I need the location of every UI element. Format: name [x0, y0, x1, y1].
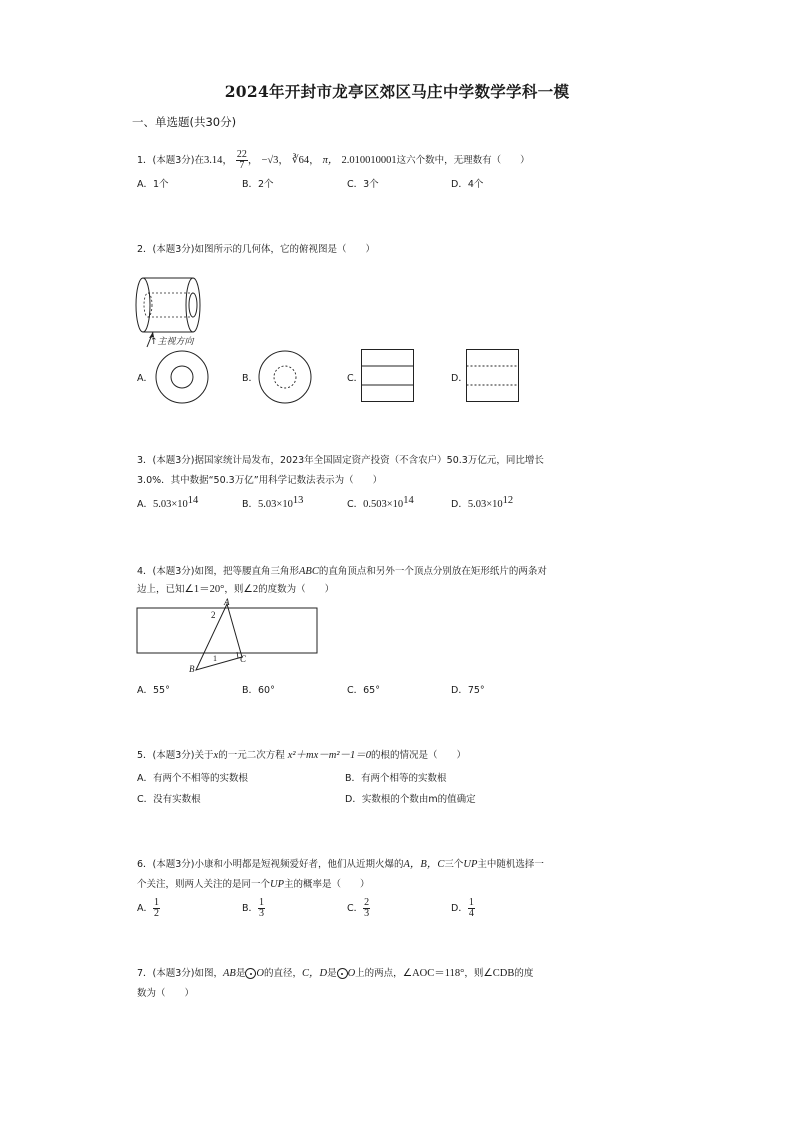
q3-option-a-exponent: 14	[187, 495, 199, 506]
q2-option-b[interactable]: B．	[242, 373, 259, 384]
question-1-stem: 1．(本题3分)在3.14， $\frac{22}{7}$ ， −√3， ∛64， π， 2.010010001这六个数中，无理数有（ ）	[137, 149, 530, 171]
q7-line1-part-d: ，则	[464, 968, 484, 979]
q5-variable-x: x	[213, 750, 219, 761]
q6-option-b-denominator: 3	[259, 908, 265, 919]
q1-option-a[interactable]: A．1个	[137, 179, 169, 190]
q6-line2-part-a: 个关注，则两人关注的是同一个	[137, 879, 271, 890]
section-heading: 一、单选题(共30分)	[132, 115, 237, 129]
q1-fraction-denominator: 7	[239, 160, 245, 171]
q6-up-term-1: UP	[463, 859, 478, 870]
q6-option-a[interactable]	[137, 898, 160, 919]
q7-word-is-2: 是	[327, 968, 337, 979]
q4-triangle-abc: ABC	[299, 566, 319, 577]
q1-decimal: 2.010010001	[341, 155, 397, 166]
q3-option-d-exponent: 12	[502, 495, 514, 506]
q4-angle-2: ∠2	[243, 584, 259, 595]
q1-option-c[interactable]: C．3个	[347, 179, 379, 190]
q7-word-is-1: 是	[235, 968, 246, 979]
q5-equation: x²＋mx－m²－1＝0	[287, 750, 372, 761]
q1-cube-root-64: ∛64，	[291, 155, 320, 166]
question-6-line-1	[137, 857, 544, 873]
q7-circle-o-2: O	[347, 968, 356, 979]
q3-option-b-base: 5.03×10	[258, 499, 293, 511]
q7-line1-part-e: 的度	[514, 968, 534, 979]
q6-option-c[interactable]	[347, 898, 370, 919]
q7-angle-condition: ∠AOC＝118°	[402, 968, 465, 979]
q7-line1-part-b: 的直径，	[263, 968, 302, 979]
q1-pi: π，	[322, 155, 339, 166]
q2-option-d[interactable]: D．	[451, 373, 468, 384]
question-4-line-2	[137, 582, 334, 598]
q4-line2-part-c: 的度数为（ ）	[258, 584, 335, 595]
q6-option-a-denominator: 2	[154, 908, 159, 919]
q4-triangle-figure	[136, 600, 321, 675]
q7-points-cd: C，D	[301, 968, 328, 979]
q2-option-b-figure	[257, 349, 313, 405]
q7-line1-part-c: 上的两点，	[355, 968, 403, 979]
q6-option-d-numerator: 1	[468, 897, 474, 908]
q5-option-b[interactable]: B．有两个相等的实数根	[345, 773, 447, 784]
question-2-stem: 2．(本题3分)如图所示的几何体，它的俯视图是（ ）	[137, 244, 376, 255]
circle-o-symbol-icon	[245, 968, 256, 979]
q6-option-b-fraction	[258, 898, 265, 919]
q6-letters-abc: A，B，C	[403, 859, 445, 870]
q3-option-d[interactable]	[451, 495, 513, 510]
q1-suffix: 这六个数中，无理数有（ ）	[396, 155, 530, 166]
q2-option-c[interactable]: C．	[347, 373, 364, 384]
q6-option-b[interactable]	[242, 898, 265, 919]
q1-fraction-numerator: 22	[236, 149, 247, 160]
q6-option-b-label: B．	[242, 903, 259, 914]
q4-label-b: B	[189, 664, 195, 674]
q3-option-d-base: 5.03×10	[467, 499, 503, 511]
q5-option-c[interactable]: C．没有实数根	[137, 794, 201, 805]
q4-option-c[interactable]: C．65°	[347, 685, 380, 696]
question-4-line-1	[137, 564, 547, 580]
q1-fraction-22-7	[236, 150, 248, 171]
q7-circle-o-1: O	[256, 968, 264, 979]
q6-option-d-label: D．	[451, 903, 468, 914]
q5-option-a[interactable]: A．有两个不相等的实数根	[137, 773, 248, 784]
q2-option-a-figure	[154, 349, 210, 405]
question-5-stem	[137, 748, 466, 764]
q6-option-a-label: A．	[137, 903, 153, 914]
q2-option-a[interactable]: A．	[137, 373, 153, 384]
q6-option-d-fraction	[468, 898, 475, 919]
q2-option-d-figure	[466, 349, 520, 403]
q3-option-c-exponent: 14	[403, 495, 414, 506]
q4-label-c: C	[240, 654, 247, 664]
q1-neg-sqrt3: −√3，	[261, 155, 289, 166]
q6-option-c-denominator: 3	[364, 908, 370, 919]
q3-option-b[interactable]	[242, 495, 303, 510]
q1-number-314: 3.14，	[204, 155, 233, 166]
q6-option-d-denominator: 4	[468, 908, 474, 919]
q3-option-a-label: A．	[137, 499, 153, 511]
q6-line1-part-b: 三个	[444, 859, 464, 870]
q6-line2-part-b: 主的概率是（ ）	[284, 879, 370, 890]
question-7-line-1	[137, 966, 533, 982]
q3-option-a[interactable]	[137, 495, 198, 510]
q3-option-d-label: D．	[451, 499, 468, 511]
q1-option-d[interactable]: D．4个	[451, 179, 484, 190]
question-6-line-2	[137, 877, 370, 893]
q7-segment-ab: AB	[223, 968, 236, 979]
q4-line1-part-a: 4．(本题3分)如图，把等腰直角三角形	[137, 566, 300, 577]
q6-line1-part-c: 主中随机选择一	[477, 859, 544, 870]
q4-line2-part-a: 边上，已知	[137, 584, 185, 595]
q6-option-c-fraction	[363, 898, 370, 919]
q6-option-a-numerator: 1	[154, 897, 159, 908]
q1-prefix: 1．(本题3分)在	[137, 155, 205, 166]
q7-line1-part-a: 7．(本题3分)如图，	[137, 968, 224, 979]
q5-stem-part-a: 5．(本题3分)关于	[137, 750, 214, 761]
q4-label-1: 1	[213, 654, 217, 663]
q5-stem-part-c: 的根的情况是（ ）	[371, 750, 467, 761]
q4-option-a[interactable]: A．55°	[137, 685, 170, 696]
q6-option-b-numerator: 1	[259, 897, 265, 908]
q2-option-c-figure	[361, 349, 415, 403]
q6-up-term-2: UP	[270, 879, 285, 890]
page-title: 2024年开封市龙亭区郊区马庄中学数学学科一模	[224, 82, 570, 101]
q7-angle-cdb: ∠CDB	[483, 968, 515, 979]
q4-option-d[interactable]: D．75°	[451, 685, 485, 696]
question-3-line-2: 3.0%．其中数据“50.3万亿”用科学记数法表示为（ ）	[137, 475, 383, 486]
q4-line1-part-b: 的直角顶点和另外一个顶点分别放在矩形纸片的两条对	[318, 566, 547, 577]
q5-stem-part-b: 的一元二次方程	[218, 750, 285, 761]
q4-label-a: A	[224, 597, 230, 607]
q4-label-2: 2	[211, 610, 216, 620]
q6-option-c-label: C．	[347, 903, 364, 914]
q4-angle-condition: ∠1＝20°	[184, 584, 225, 595]
q5-option-d[interactable]: D．实数根的个数由m的值确定	[345, 794, 476, 805]
q4-option-b[interactable]: B．60°	[242, 685, 275, 696]
q3-option-c-label: C．	[347, 499, 364, 511]
question-7-line-2: 数为（ ）	[137, 988, 195, 999]
q6-option-c-numerator: 2	[364, 897, 370, 908]
q3-option-a-base: 5.03×10	[153, 499, 188, 511]
q6-option-d[interactable]	[451, 898, 475, 919]
q3-option-c[interactable]	[347, 495, 414, 510]
q6-option-a-fraction	[153, 898, 160, 919]
question-3-line-1: 3．(本题3分)据国家统计局发布，2023年全国固定资产投资（不含农户）50.3万亿元，同比增长	[137, 455, 544, 466]
q3-option-b-label: B．	[242, 499, 259, 511]
q6-line1-part-a: 6．(本题3分)小康和小明都是短视频爱好者，他们从近期火爆的	[137, 859, 404, 870]
q3-option-c-base: 0.503×10	[363, 499, 404, 511]
q4-line2-part-b: ，则	[224, 584, 244, 595]
q2-view-direction-label: ↑主视方向	[150, 337, 194, 347]
circle-o-symbol-icon	[337, 968, 348, 979]
q1-option-b[interactable]: B．2个	[242, 179, 274, 190]
q3-option-b-exponent: 13	[292, 495, 304, 506]
